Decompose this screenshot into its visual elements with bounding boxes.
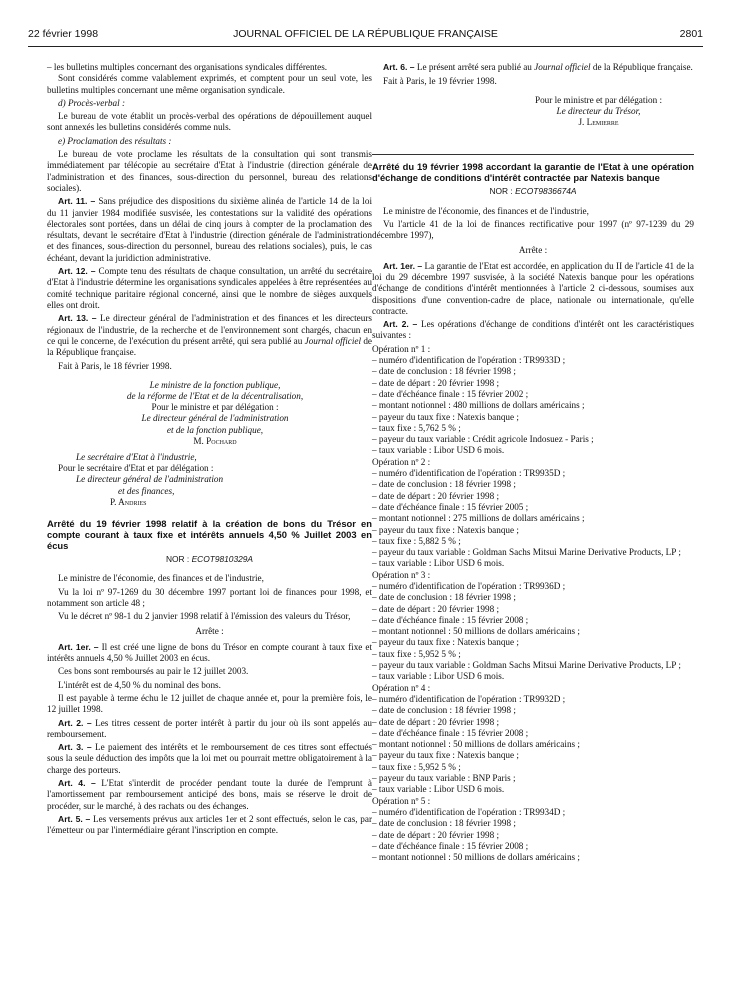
list-item: – montant notionnel : 50 millions de dollars américains ; bbox=[372, 739, 580, 750]
list-item: – date de départ : 20 février 1998 ; bbox=[372, 490, 500, 501]
signature-line: et des finances, bbox=[118, 485, 175, 496]
operation-title: Opération nº 3 : bbox=[372, 569, 431, 580]
list-item: – date d'échéance finale : 15 février 2008 ; bbox=[372, 614, 529, 625]
section-divider bbox=[372, 154, 694, 155]
nor-reference bbox=[372, 186, 694, 197]
article-6 bbox=[372, 62, 694, 73]
article-12 bbox=[47, 266, 372, 311]
list-item: – taux fixe : 5,882 5 % ; bbox=[372, 535, 461, 546]
signature-line: de la réforme de l'Etat et de la décentralisation, bbox=[126, 390, 304, 401]
signature-line: Le secrétaire d'Etat à l'industrie, bbox=[76, 451, 197, 462]
list-item: – taux variable : Libor USD 6 mois. bbox=[372, 671, 505, 682]
article-4 bbox=[47, 778, 372, 812]
article-label: Art. 1er. – bbox=[383, 260, 423, 271]
article-label: Art. 12. – bbox=[58, 266, 96, 277]
article-text: Il est créé une ligne de bons du Trésor en compte courant à taux fixe et intérêts annuels 4,50 % Juillet 2003 en écus. bbox=[47, 641, 373, 664]
section-heading bbox=[47, 98, 372, 109]
operation-title: Opération nº 1 : bbox=[372, 343, 431, 354]
decree-title: Arrêté du 19 février 1998 accordant la garantie de l'Etat à une opération d'échange de conditions d'intérêt contractée par Natexis banque bbox=[372, 161, 694, 184]
nor-code: ECOT9836674A bbox=[515, 186, 577, 197]
list-item: – date de départ : 20 février 1998 ; bbox=[372, 716, 500, 727]
nor-reference bbox=[47, 554, 372, 565]
article-label: Art. 5. – bbox=[58, 813, 91, 824]
heading-text: d) Procès-verbal : bbox=[58, 97, 126, 108]
right-column bbox=[372, 62, 694, 863]
paragraph: Le ministre de l'économie, des finances et de l'industrie, bbox=[58, 573, 264, 584]
signature-date: Fait à Paris, le 18 février 1998. bbox=[58, 361, 172, 372]
list-item: – date d'échéance finale : 15 février 2008 ; bbox=[372, 840, 529, 851]
article-text: Le présent arrêté sera publié au bbox=[416, 62, 535, 72]
paragraph: Vu l'article 41 de la loi de finances rectificative pour 1997 (nº 97-1239 du 29 décembre 1997), bbox=[372, 218, 694, 241]
article-1 bbox=[47, 642, 372, 665]
list-item: – date d'échéance finale : 15 février 2002 ; bbox=[372, 388, 529, 399]
list-item: – date de départ : 20 février 1998 ; bbox=[372, 603, 500, 614]
paragraph: Vu la loi nº 97-1269 du 30 décembre 1997 portant loi de finances pour 1998, et notamment son article 48 ; bbox=[47, 586, 372, 608]
operation-title: Opération nº 4 : bbox=[372, 682, 431, 693]
operation-title: Opération nº 2 : bbox=[372, 456, 431, 467]
paragraph: Vu le décret nº 98-1 du 2 janvier 1998 relatif à l'émission des valeurs du Trésor, bbox=[58, 611, 351, 622]
list-item: – numéro d'identification de l'opération : TR9936D ; bbox=[372, 581, 566, 591]
list-item: – les bulletins multiples concernant des organisations syndicales différentes. bbox=[47, 62, 328, 72]
article-text: Compte tenu des résultats de chaque consultation, un arrêté du secrétaire d'Etat à l'industrie détermine les organisations syndicales appelées à être représentées au comité technique paritaire régional concerné, ainsi que le nombre de sièges auxquels elles ont droit. bbox=[47, 266, 372, 310]
article-11 bbox=[47, 196, 372, 264]
list-item: – date de conclusion : 18 février 1998 ; bbox=[372, 592, 516, 603]
list-item: – payeur du taux variable : Crédit agricole Indosuez - Paris ; bbox=[372, 434, 594, 445]
operation-title: Opération nº 5 : bbox=[372, 795, 431, 806]
list-item: – numéro d'identification de l'opération : TR9935D ; bbox=[372, 468, 566, 479]
list-item: – taux fixe : 5,952 5 % ; bbox=[372, 761, 461, 772]
list-item: – payeur du taux fixe : Natexis banque ; bbox=[372, 637, 519, 648]
header-rule bbox=[28, 46, 703, 47]
arrete-heading: Arrête : bbox=[518, 245, 548, 256]
left-column bbox=[47, 62, 372, 838]
heading-text: e) Proclamation des résultats : bbox=[58, 135, 172, 146]
article-label: Art. 6. – bbox=[383, 62, 415, 72]
article-2 bbox=[47, 718, 372, 741]
journal-officiel-ref: Journal officiel bbox=[304, 335, 362, 346]
paragraph: Le bureau de vote établit un procès-verbal des opérations de dépouillement auquel sont annexés les bulletins considérés comme nuls. bbox=[47, 111, 372, 133]
list-item: – taux variable : Libor USD 6 mois. bbox=[372, 784, 505, 795]
decree-title: Arrêté du 19 février 1998 relatif à la création de bons du Trésor en compte courant à taux fixe et intérêts annuels 4,50 % Juillet 2003 en écus bbox=[47, 517, 372, 551]
paragraph: Il est payable à terme échu le 12 juillet de chaque année et, pour la première fois, le 12 juillet 1998. bbox=[47, 692, 372, 715]
signature-date: Fait à Paris, le 19 février 1998. bbox=[383, 76, 497, 87]
article-label: Art. 2. – bbox=[383, 319, 418, 330]
article-label: Art. 13. – bbox=[58, 313, 97, 324]
list-item: – payeur du taux variable : Goldman Sachs Mitsui Marine Derivative Products, LP ; bbox=[372, 547, 681, 558]
list-item: – date de départ : 20 février 1998 ; bbox=[372, 377, 500, 388]
article-text: Sans préjudice des dispositions du sixième alinéa de l'article 14 de la loi du 11 janvier 1984 modifiée susvisée, les contestations sur la validité des opérations électorales sont portées, dans un délai de cinq jours à compter de la proclamation des résultats, devant le secrétaire d'Etat à l'industrie (direction générale de l'administration et des finances, sous-direction du personnel, bureau des relations sociales), puis, le cas échéant, devant la juridiction administrative. bbox=[47, 196, 373, 263]
page-header bbox=[28, 28, 703, 44]
article-2 bbox=[372, 319, 694, 342]
signature-delegation: Pour le ministre et par délégation : bbox=[151, 402, 279, 413]
signature-line: Le ministre de la fonction publique, bbox=[149, 379, 281, 390]
nor-label: NOR : bbox=[489, 186, 516, 197]
list-item: – numéro d'identification de l'opération : TR9933D ; bbox=[372, 355, 566, 366]
arrete-heading: Arrête : bbox=[195, 626, 224, 637]
article-label: Art. 11. – bbox=[58, 196, 96, 207]
article-text: de la République française. bbox=[590, 62, 693, 72]
list-item: – montant notionnel : 50 millions de dollars américains ; bbox=[372, 626, 580, 637]
header-date: 22 février 1998 bbox=[28, 28, 99, 40]
journal-officiel-ref: Journal officiel bbox=[534, 62, 591, 72]
article-label: Art. 3. – bbox=[58, 742, 92, 753]
article-1 bbox=[372, 261, 694, 317]
list-item: – taux fixe : 5,762 5 % ; bbox=[372, 422, 461, 433]
list-item: – payeur du taux fixe : Natexis banque ; bbox=[372, 750, 519, 761]
article-text: Le directeur général de l'administration et des finances et les directeurs régionaux de l'industrie, de la recherche et de l'environnement sont chargés, chacun en ce qui le concerne, de l'exécution du présent arrêté, qui sera publié au bbox=[47, 313, 372, 346]
article-text: Les titres cessent de porter intérêt à partir du jour où ils sont appelés au remboursement. bbox=[47, 717, 372, 739]
section-heading bbox=[47, 136, 372, 147]
signature-delegation: Pour le ministre et par délégation : bbox=[534, 94, 663, 105]
list-item: – date de conclusion : 18 février 1998 ; bbox=[372, 705, 516, 716]
list-item: – date d'échéance finale : 15 février 2008 ; bbox=[372, 727, 529, 738]
list-item: – date d'échéance finale : 15 février 2005 ; bbox=[372, 501, 529, 512]
article-text: Les versements prévus aux articles 1er et 2 sont effectués, selon le cas, par l'émetteur ou par l'intermédiaire gérant l'inscription en compte. bbox=[47, 813, 373, 836]
article-label: Art. 2. – bbox=[58, 717, 92, 728]
article-label: Art. 1er. – bbox=[58, 641, 99, 652]
article-3 bbox=[47, 742, 372, 776]
paragraph: L'intérêt est de 4,50 % du nominal des bons. bbox=[58, 679, 221, 690]
signature-line: Le directeur général de l'administration bbox=[76, 474, 224, 485]
article-text: La garantie de l'Etat est accordée, en application du II de l'article 41 de la loi du 29 décembre 1997 susvisée, à la société Natexis banque pour les opérations d'échange de conditions d'intérêt mentionnées à l'article 2 ci-dessous, soumises aux dispositions d'une convention-cadre de place, nationale ou internationale, qu'elle contracte. bbox=[372, 260, 695, 316]
signature-line: et de la fonction publique, bbox=[166, 424, 264, 435]
signature-role: Le directeur du Trésor, bbox=[556, 105, 641, 116]
signatory-name: P. Andries bbox=[110, 496, 147, 507]
article-text: Le paiement des intérêts et le remboursement de ces titres sont effectués sous la seule déduction des impôts que la loi met ou pourrait mettre obligatoirement à la charge des porteurs. bbox=[47, 742, 373, 775]
list-item: – date de conclusion : 18 février 1998 ; bbox=[372, 479, 516, 490]
list-item: – montant notionnel : 480 millions de dollars américains ; bbox=[372, 400, 585, 411]
paragraph: Ces bons sont remboursés au pair le 12 juillet 2003. bbox=[58, 666, 249, 677]
article-13 bbox=[47, 313, 372, 358]
list-item: – montant notionnel : 50 millions de dollars américains ; bbox=[372, 852, 580, 863]
paragraph: Le bureau de vote proclame les résultats de la consultation qui sont transmis immédiatement par télécopie au secrétaire d'Etat à l'industrie (direction générale de l'administration et des finances, sous-direction du personnel, bureau des relations sociales). bbox=[47, 149, 372, 193]
list-item: – date de départ : 20 février 1998 ; bbox=[372, 829, 500, 840]
article-text: Les opérations d'échange de conditions d'intérêt ont les caractéristiques suivantes : bbox=[372, 319, 694, 341]
list-item: – date de conclusion : 18 février 1998 ; bbox=[372, 818, 516, 829]
list-item: – taux variable : Libor USD 6 mois. bbox=[372, 445, 505, 456]
journal-title: JOURNAL OFFICIEL DE LA RÉPUBLIQUE FRANÇAISE bbox=[233, 28, 498, 40]
article-text: de la République française. bbox=[47, 335, 373, 358]
signatory-name: M. Pochard bbox=[193, 435, 237, 446]
list-item: – montant notionnel : 275 millions de dollars américains ; bbox=[372, 513, 585, 524]
list-item: – date de conclusion : 18 février 1998 ; bbox=[372, 366, 516, 377]
list-item: – payeur du taux fixe : Natexis banque ; bbox=[372, 411, 519, 422]
signature-delegation: Pour le secrétaire d'Etat et par délégation : bbox=[58, 463, 214, 474]
nor-code: ECOT9810329A bbox=[191, 553, 254, 564]
page-number: 2801 bbox=[679, 28, 703, 40]
paragraph: Le ministre de l'économie, des finances et de l'industrie, bbox=[383, 205, 589, 216]
list-item: – numéro d'identification de l'opération : TR9934D ; bbox=[372, 806, 566, 817]
signatory-name: J. Lemierre bbox=[578, 117, 619, 127]
list-item: – payeur du taux variable : BNP Paris ; bbox=[372, 773, 516, 784]
article-label: Art. 4. – bbox=[58, 778, 96, 788]
list-item: – numéro d'identification de l'opération : TR9932D ; bbox=[372, 693, 566, 704]
nor-label: NOR : bbox=[165, 553, 192, 564]
article-text: L'Etat s'interdit de procéder pendant toute la durée de l'emprunt à l'amortissement par remboursement anticipé des bons, mais se réserve le droit de procéder, sur le marché, à des rachats ou des échanges. bbox=[47, 778, 373, 811]
operations-list bbox=[372, 344, 694, 864]
list-item: – payeur du taux fixe : Natexis banque ; bbox=[372, 524, 519, 535]
article-5 bbox=[47, 814, 372, 837]
signature-line: Le directeur général de l'administration bbox=[141, 413, 289, 424]
list-item: – taux fixe : 5,952 5 % ; bbox=[372, 648, 461, 659]
paragraph: Sont considérés comme valablement exprimés, et comptent pour un seul vote, les bulletins multiples concernant une même organisation syndicale. bbox=[47, 73, 372, 95]
list-item: – taux variable : Libor USD 6 mois. bbox=[372, 558, 505, 569]
list-item: – payeur du taux variable : Goldman Sachs Mitsui Marine Derivative Products, LP ; bbox=[372, 660, 681, 671]
